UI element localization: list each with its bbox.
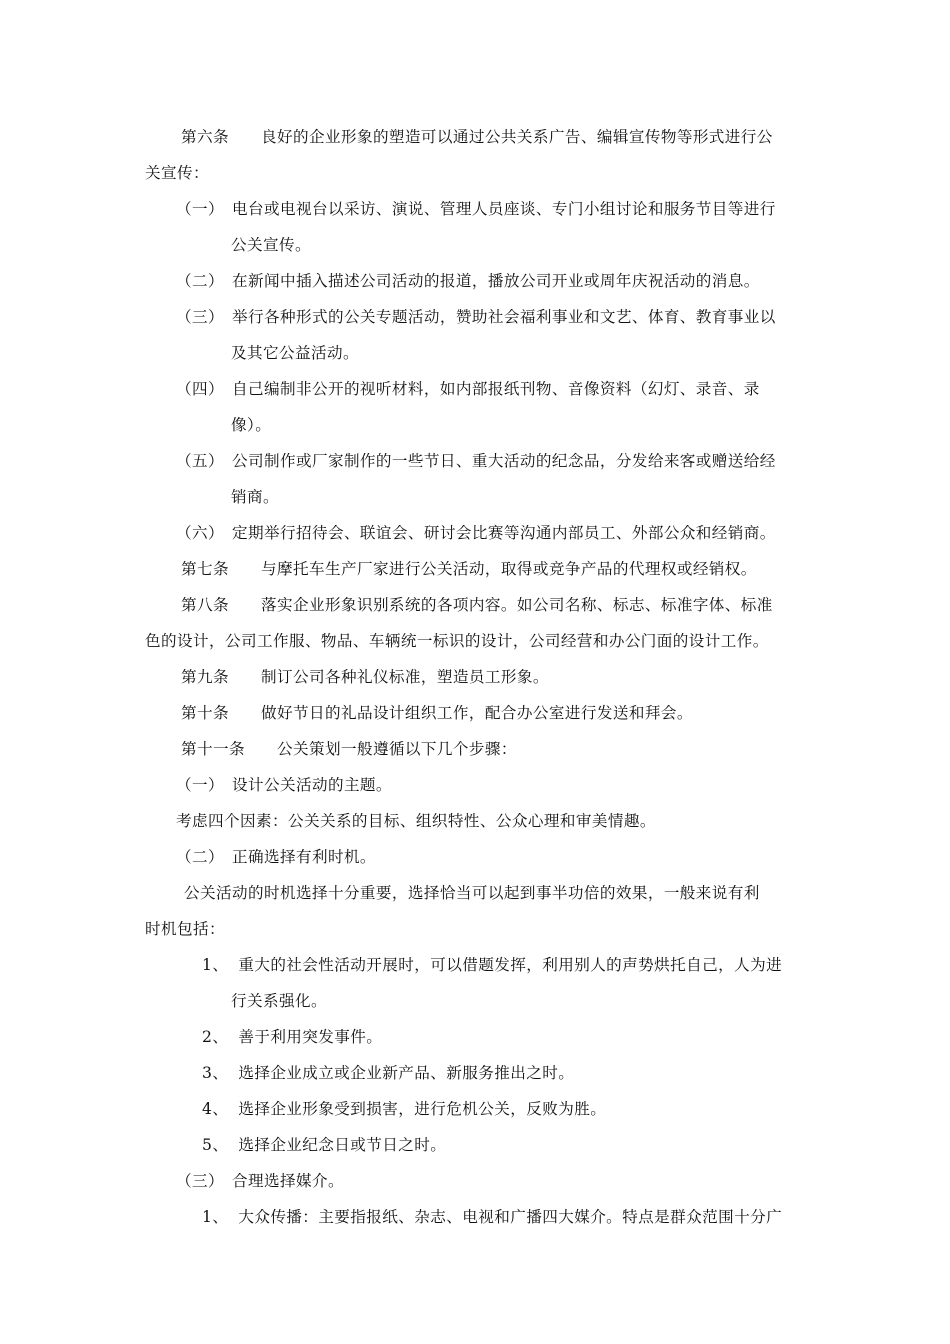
item-label: （三）	[176, 308, 224, 326]
numbered-item-line	[202, 955, 782, 975]
item-line	[176, 271, 760, 291]
article-text: 与摩托车生产厂家进行公关活动，取得或竞争产品的代理权或经销权。	[260, 560, 757, 578]
item-label: （五）	[176, 452, 224, 470]
numbered-item-line	[202, 1099, 606, 1119]
line-text: 像）。	[231, 416, 272, 434]
item-text: 正确选择有利时机。	[231, 848, 376, 866]
item-text: 自己编制非公开的视听材料，如内部报纸刊物、音像资料（幻灯、录音、录	[231, 380, 760, 398]
item-text: 设计公关活动的主题。	[231, 776, 392, 794]
item-text: 选择企业形象受到损害，进行危机公关，反败为胜。	[238, 1100, 607, 1118]
article-text: 良好的企业形象的塑造可以通过公共关系广告、编辑宣传物等形式进行公	[260, 128, 773, 146]
item-line	[176, 307, 776, 327]
article-label: 第六条	[181, 128, 229, 146]
line-text: 时机包括：	[145, 920, 225, 938]
article-text: 落实企业形象识别系统的各项内容。如公司名称、标志、标准字体、标准	[260, 596, 773, 614]
article-label: 第十条	[181, 704, 229, 722]
item-label: （二）	[176, 848, 224, 866]
line-text: 关宣传：	[145, 164, 209, 182]
item-label: （二）	[176, 272, 224, 290]
item-line	[176, 847, 376, 867]
item-text: 善于利用突发事件。	[238, 1028, 383, 1046]
continuation-line	[231, 991, 327, 1011]
item-number: 4、	[202, 1100, 229, 1118]
item-line	[176, 775, 392, 795]
item-text: 大众传播：主要指报纸、杂志、电视和广播四大媒介。特点是群众范围十分广	[238, 1208, 783, 1226]
numbered-item-line	[202, 1027, 382, 1047]
item-label: （六）	[176, 524, 224, 542]
item-text: 电台或电视台以采访、演说、管理人员座谈、专门小组讨论和服务节目等进行	[231, 200, 776, 218]
item-label: （一）	[176, 200, 224, 218]
line-text: 公关活动的时机选择十分重要，选择恰当可以起到事半功倍的效果，一般来说有利	[184, 884, 760, 902]
item-text: 举行各种形式的公关专题活动，赞助社会福利事业和文艺、体育、教育事业以	[231, 308, 776, 326]
item-label: （四）	[176, 380, 224, 398]
item-number: 1、	[202, 1208, 229, 1226]
article-label: 第七条	[181, 560, 229, 578]
item-line	[176, 199, 776, 219]
continuation-line	[145, 631, 769, 651]
item-line	[176, 523, 776, 543]
numbered-item-line	[202, 1063, 574, 1083]
line-text: 色的设计，公司工作服、物品、车辆统一标识的设计，公司经营和办公门面的设计工作。	[145, 632, 769, 650]
item-line	[176, 1171, 344, 1191]
continuation-line	[231, 343, 359, 363]
continuation-line	[145, 919, 225, 939]
numbered-item-line	[202, 1135, 446, 1155]
item-number: 2、	[202, 1028, 229, 1046]
article-10-line	[181, 703, 693, 723]
item-number: 5、	[202, 1136, 229, 1154]
item-text: 重大的社会性活动开展时，可以借题发挥，利用别人的声势烘托自己，人为进	[238, 956, 783, 974]
paragraph-line	[176, 811, 656, 831]
continuation-line	[145, 163, 209, 183]
item-text: 合理选择媒介。	[231, 1172, 344, 1190]
line-text: 公关宣传。	[231, 236, 311, 254]
item-text: 公司制作或厂家制作的一些节日、重大活动的纪念品，分发给来客或赠送给经	[231, 452, 776, 470]
article-7-line	[181, 559, 757, 579]
continuation-line	[231, 235, 311, 255]
line-text: 考虑四个因素：公关关系的目标、组织特性、公众心理和审美情趣。	[176, 812, 656, 830]
continuation-line	[231, 487, 279, 507]
article-label: 第八条	[181, 596, 229, 614]
item-label: （一）	[176, 776, 224, 794]
item-text: 选择企业成立或企业新产品、新服务推出之时。	[238, 1064, 575, 1082]
line-text: 销商。	[231, 488, 279, 506]
article-text: 制订公司各种礼仪标准，塑造员工形象。	[260, 668, 549, 686]
item-number: 1、	[202, 956, 229, 974]
item-line	[176, 379, 760, 399]
paragraph-line	[184, 883, 760, 903]
item-text: 在新闻中插入描述公司活动的报道，播放公司开业或周年庆祝活动的消息。	[231, 272, 760, 290]
continuation-line	[231, 415, 271, 435]
article-text: 做好节日的礼品设计组织工作，配合办公室进行发送和拜会。	[260, 704, 693, 722]
line-text: 行关系强化。	[231, 992, 327, 1010]
article-11-line	[181, 739, 517, 759]
item-text: 选择企业纪念日或节日之时。	[238, 1136, 447, 1154]
article-6-line	[181, 127, 773, 147]
line-text: 及其它公益活动。	[231, 344, 359, 362]
article-9-line	[181, 667, 549, 687]
item-number: 3、	[202, 1064, 229, 1082]
item-text: 定期举行招待会、联谊会、研讨会比赛等沟通内部员工、外部公众和经销商。	[231, 524, 776, 542]
numbered-item-line	[202, 1207, 782, 1227]
article-label: 第十一条	[181, 740, 245, 758]
article-label: 第九条	[181, 668, 229, 686]
item-label: （三）	[176, 1172, 224, 1190]
item-line	[176, 451, 776, 471]
article-text: 公关策划一般遵循以下几个步骤：	[276, 740, 517, 758]
article-8-line	[181, 595, 773, 615]
